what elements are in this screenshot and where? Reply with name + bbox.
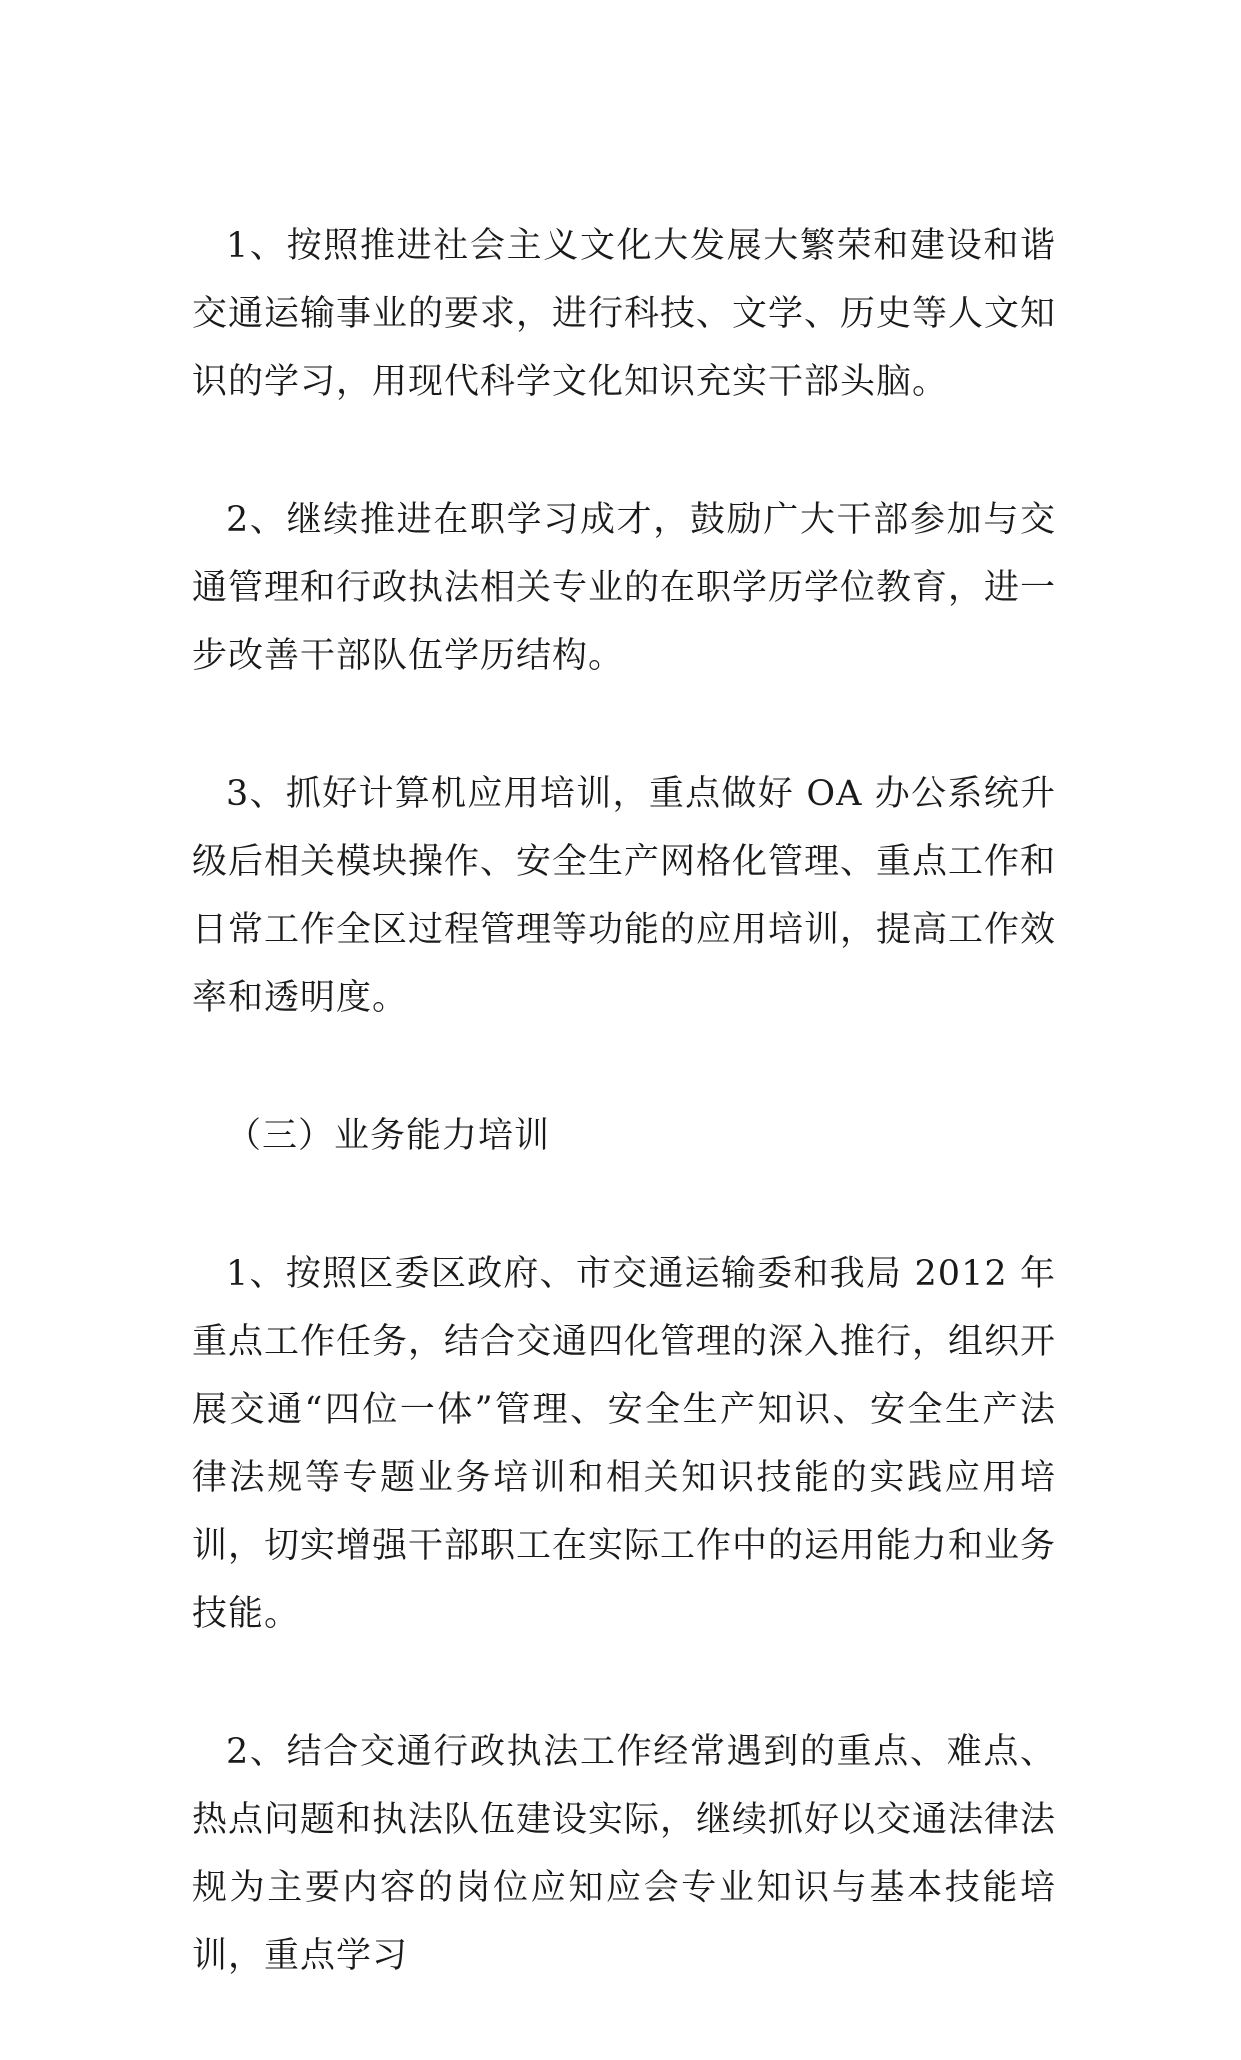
- paragraph-key-work-training: 1、按照区委区政府、市交通运输委和我局 2012 年重点工作任务，结合交通四化管理的深入推行，组织开展交通“四位一体”管理、安全生产知识、安全生产法律法规等专题业务培训和相关知识技能的实践应用培训，切实增强干部职工在实际工作中的运用能力和业务技能。: [192, 1254, 1057, 1634]
- section-heading-business-training: （三）业务能力培训: [226, 1116, 551, 1156]
- paragraph-law-enforcement-training: 2、结合交通行政执法工作经常遇到的重点、难点、热点问题和执法队伍建设实际，继续抓好以交通法律法规为主要内容的岗位应知应会专业知识与基本技能培训，重点学习: [192, 1732, 1057, 1976]
- paragraph-culture-study: 1、按照推进社会主义文化大发展大繁荣和建设和谐交通运输事业的要求，进行科技、文学、历史等人文知识的学习，用现代科学文化知识充实干部头脑。: [192, 226, 1057, 402]
- document-body: [192, 212, 1056, 2060]
- paragraph-computer-training: 3、抓好计算机应用培训，重点做好 OA 办公系统升级后相关模块操作、安全生产网格化管理、重点工作和日常工作全区过程管理等功能的应用培训，提高工作效率和透明度。: [192, 774, 1057, 1018]
- paragraph-in-service-education: 2、继续推进在职学习成才，鼓励广大干部参加与交通管理和行政执法相关专业的在职学历学位教育，进一步改善干部队伍学历结构。: [192, 500, 1057, 676]
